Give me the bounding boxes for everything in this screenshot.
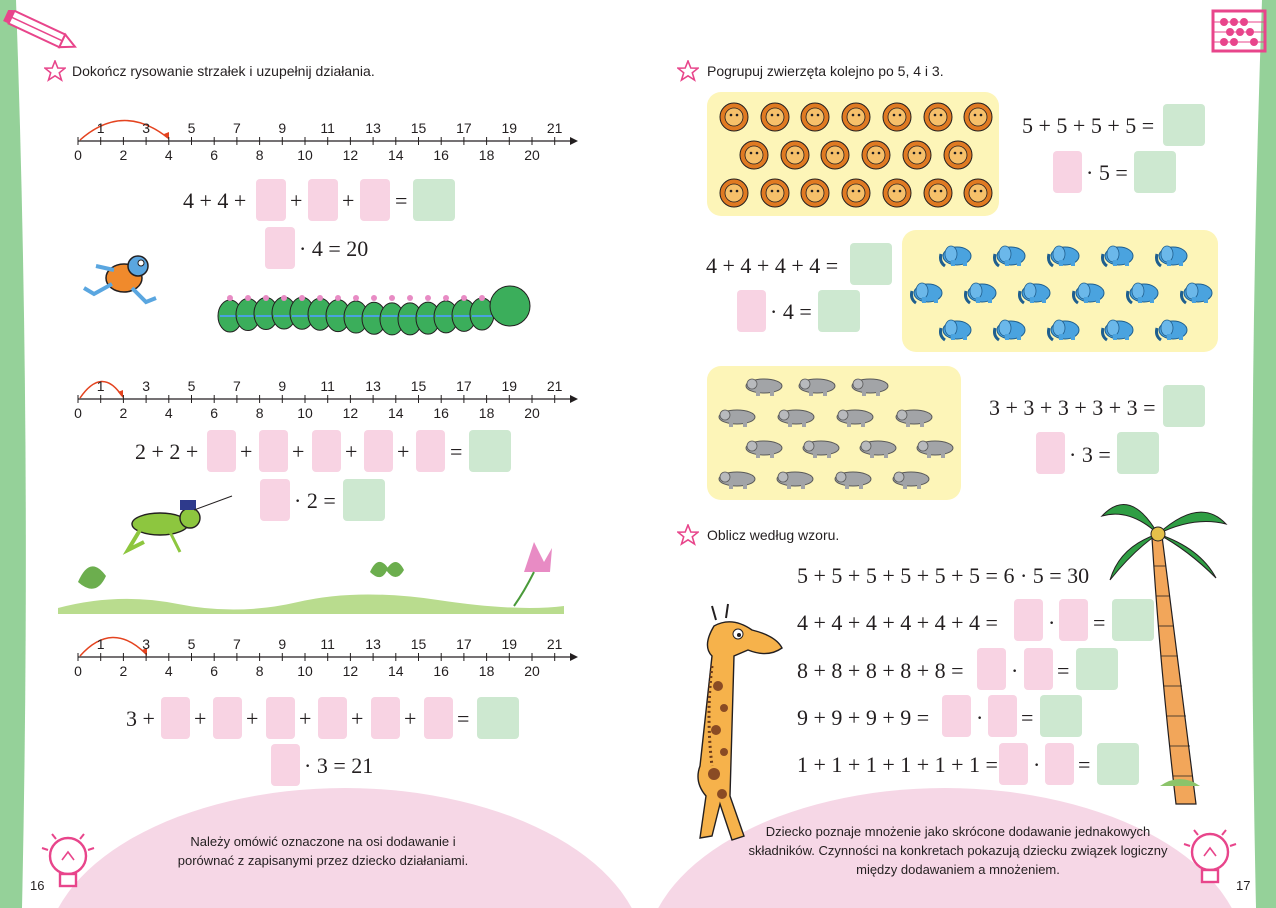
answer-box[interactable] — [977, 648, 1006, 690]
number-line-label: 10 — [297, 147, 313, 163]
teacher-note: Dziecko poznaje mnożenie jako skrócone dodawanie jednakowych składników. Czynności na konkretach pokazują dziecku związek logiczny między dodawaniem a mnożeniem. — [748, 824, 1168, 877]
number-line-label: 4 — [164, 405, 173, 421]
hippo-icon — [744, 437, 784, 459]
lion-icon — [861, 140, 891, 170]
answer-box[interactable] — [256, 179, 286, 221]
answer-box[interactable] — [1053, 151, 1082, 193]
lion-icon — [719, 102, 749, 132]
hippo-icon — [801, 437, 841, 459]
answer-box[interactable] — [416, 430, 445, 472]
number-line-label: 4 — [164, 147, 173, 163]
number-line-label: 5 — [187, 636, 196, 652]
number-line-label: 12 — [342, 147, 359, 163]
number-line-label: 11 — [320, 378, 335, 394]
number-line-label: 20 — [524, 147, 540, 163]
giraffe-illustration — [672, 596, 794, 848]
number-line-label: 9 — [278, 636, 287, 652]
star-icon — [44, 60, 66, 82]
elephant-icon — [908, 277, 948, 305]
lion-icon — [820, 140, 850, 170]
answer-box[interactable] — [424, 697, 453, 739]
number-line-label: 15 — [410, 378, 427, 394]
hippo-icon — [797, 375, 837, 397]
elephant-icon — [1099, 240, 1139, 268]
equation-row-3: 9 + 9 + 9 + 9 = — [797, 705, 930, 730]
number-line-label: 18 — [478, 147, 495, 163]
result-box[interactable] — [1163, 385, 1205, 427]
task-instruction-1: Dokończ rysowanie strzałek i uzupełnij działania. — [72, 63, 375, 79]
plus-sign: + — [342, 188, 355, 213]
hippo-icon — [915, 437, 955, 459]
caterpillar-illustration — [214, 270, 540, 342]
number-line-label: 15 — [410, 636, 427, 652]
number-line-label: 7 — [232, 636, 241, 652]
equals-sign: = — [1093, 610, 1106, 635]
number-line-label: 6 — [210, 663, 219, 679]
number-line-label: 17 — [456, 378, 472, 394]
number-line-label: 2 — [119, 663, 128, 679]
answer-box[interactable] — [318, 697, 347, 739]
number-line-label: 13 — [365, 378, 381, 394]
lion-icon — [902, 140, 932, 170]
number-line-label: 20 — [524, 405, 540, 421]
result-box[interactable] — [1040, 695, 1082, 737]
number-line-label: 12 — [342, 405, 359, 421]
result-box[interactable] — [477, 697, 519, 739]
answer-box[interactable] — [213, 697, 242, 739]
number-line-label: 12 — [342, 663, 359, 679]
equation-3b: · 3 = 21 — [304, 753, 374, 778]
elephant-icon — [1045, 240, 1085, 268]
equation-1a-prefix: 4 + 4 + — [183, 188, 247, 213]
running-bug-illustration — [76, 248, 168, 308]
number-line-label: 2 — [119, 147, 128, 163]
number-line-label: 0 — [74, 405, 82, 421]
number-line-label: 19 — [501, 378, 518, 394]
number-line-label: 9 — [278, 378, 287, 394]
number-line-label: 11 — [320, 636, 335, 652]
number-line-label: 14 — [388, 663, 404, 679]
lion-icon — [780, 140, 810, 170]
plus-sign: + — [351, 706, 364, 731]
dot-sign: · — [976, 705, 984, 730]
number-line-label: 0 — [74, 147, 82, 163]
number-line-label: 21 — [546, 378, 563, 394]
plus-sign: + — [240, 439, 253, 464]
plus-sign: + — [246, 706, 259, 731]
number-line-label: 19 — [501, 120, 518, 136]
number-line-label: 11 — [320, 120, 335, 136]
elephant-icon — [1016, 277, 1056, 305]
equation-3a: 3 + — [126, 706, 155, 731]
lions-multiplication: · 5 = — [1086, 160, 1128, 185]
answer-box[interactable] — [265, 227, 295, 269]
equation-row-1: 4 + 4 + 4 + 4 + 4 + 4 = — [797, 610, 998, 635]
result-box[interactable] — [1112, 599, 1154, 641]
hippo-icon — [776, 406, 816, 428]
number-line-label: 21 — [546, 636, 563, 652]
answer-box[interactable] — [1036, 432, 1065, 474]
number-line-label: 17 — [456, 120, 472, 136]
number-line-label: 17 — [456, 636, 472, 652]
lion-icon — [760, 102, 790, 132]
number-line-label: 6 — [210, 147, 219, 163]
pencil-icon — [2, 10, 80, 54]
result-box[interactable] — [1097, 743, 1139, 785]
lion-icon — [841, 102, 871, 132]
equals-sign: = — [395, 188, 408, 213]
lion-icon — [739, 140, 769, 170]
number-line-label: 16 — [433, 663, 449, 679]
result-box[interactable] — [469, 430, 511, 472]
equation-2b: · 2 = — [294, 488, 336, 513]
equation-row-2: 8 + 8 + 8 + 8 + 8 = — [797, 658, 964, 683]
lion-icon — [882, 102, 912, 132]
number-line-label: 1 — [96, 636, 105, 652]
equation-row-4: 1 + 1 + 1 + 1 + 1 + 1 = — [797, 752, 998, 777]
hippo-icon — [833, 468, 873, 490]
hippo-icon — [850, 375, 890, 397]
answer-box[interactable] — [942, 695, 971, 737]
result-box[interactable] — [818, 290, 860, 332]
number-line-label: 3 — [142, 636, 150, 652]
lightbulb-icon — [38, 830, 100, 900]
number-line-label: 4 — [164, 663, 173, 679]
elephant-icon — [937, 314, 977, 342]
answer-box[interactable] — [1045, 743, 1074, 785]
number-line-label: 16 — [433, 405, 449, 421]
number-line-label: 3 — [142, 120, 150, 136]
elephant-icon — [1124, 277, 1164, 305]
number-line-label: 6 — [210, 405, 219, 421]
lion-icon — [800, 102, 830, 132]
task-instruction-3: Oblicz według wzoru. — [707, 527, 840, 543]
answer-box[interactable] — [737, 290, 766, 332]
plus-sign: + — [345, 439, 358, 464]
hippo-icon — [744, 375, 784, 397]
lion-icon — [800, 178, 830, 208]
number-line-label: 0 — [74, 663, 82, 679]
number-line-label: 2 — [119, 405, 128, 421]
number-line-label: 15 — [410, 120, 427, 136]
number-line-label: 14 — [388, 405, 404, 421]
answer-box[interactable] — [271, 744, 300, 786]
lion-icon — [841, 178, 871, 208]
equals-sign: = — [1057, 658, 1070, 683]
dot-sign: · — [1033, 752, 1041, 777]
answer-box[interactable] — [988, 695, 1017, 737]
result-box[interactable] — [850, 243, 892, 285]
elephant-icon — [1178, 277, 1218, 305]
answer-box[interactable] — [207, 430, 236, 472]
plus-sign: + — [404, 706, 417, 731]
lion-icon — [923, 178, 953, 208]
hippo-icon — [717, 406, 757, 428]
grass-illustration — [58, 522, 564, 614]
number-line-label: 1 — [96, 378, 105, 394]
number-line-label: 14 — [388, 147, 404, 163]
equals-sign: = — [1021, 705, 1034, 730]
number-line-label: 10 — [297, 663, 313, 679]
result-box[interactable] — [1163, 104, 1205, 146]
lion-icon — [963, 178, 993, 208]
number-line-label: 7 — [232, 378, 241, 394]
answer-box[interactable] — [364, 430, 393, 472]
lightbulb-icon — [1180, 826, 1242, 896]
answer-box[interactable] — [259, 430, 288, 472]
dot-sign: · — [1048, 610, 1056, 635]
answer-box[interactable] — [1024, 648, 1053, 690]
answer-box[interactable] — [1059, 599, 1088, 641]
hippo-icon — [717, 468, 757, 490]
elephants-multiplication: · 4 = — [770, 299, 812, 324]
equals-sign: = — [1078, 752, 1091, 777]
number-line-label: 10 — [297, 405, 313, 421]
answer-box[interactable] — [1014, 599, 1043, 641]
star-icon — [677, 60, 699, 82]
answer-box[interactable] — [371, 697, 400, 739]
plus-sign: + — [194, 706, 207, 731]
hippo-icon — [835, 406, 875, 428]
answer-box[interactable] — [312, 430, 341, 472]
number-line-label: 21 — [546, 120, 563, 136]
number-line-label: 9 — [278, 120, 287, 136]
example-equation: 5 + 5 + 5 + 5 + 5 + 5 = 6 · 5 = 30 — [797, 563, 1090, 588]
hippo-icon — [891, 468, 931, 490]
page-number: 17 — [1236, 878, 1251, 893]
number-line-label: 7 — [232, 120, 241, 136]
lion-icon — [943, 140, 973, 170]
number-line-label: 13 — [365, 120, 381, 136]
dot-sign: · — [1011, 658, 1019, 683]
equals-sign: = — [450, 439, 463, 464]
elephant-icon — [991, 240, 1031, 268]
answer-box[interactable] — [999, 743, 1028, 785]
elephant-icon — [962, 277, 1002, 305]
elephant-icon — [1045, 314, 1085, 342]
answer-box[interactable] — [360, 179, 390, 221]
hippo-icon — [858, 437, 898, 459]
plus-sign: + — [292, 439, 305, 464]
lion-icon — [760, 178, 790, 208]
number-line-label: 20 — [524, 663, 540, 679]
answer-box[interactable] — [308, 179, 338, 221]
number-line-label: 8 — [255, 405, 264, 421]
result-box[interactable] — [343, 479, 385, 521]
equals-sign: = — [457, 706, 470, 731]
lion-icon — [882, 178, 912, 208]
equation-2a: 2 + 2 + — [135, 439, 199, 464]
plus-sign: + — [290, 188, 303, 213]
hippo-icon — [775, 468, 815, 490]
teacher-note: Należy omówić oznaczone na osi dodawanie i porównać z zapisanymi przez dziecko działaniami. — [177, 834, 469, 868]
answer-box[interactable] — [260, 479, 290, 521]
result-box[interactable] — [1117, 432, 1159, 474]
result-box[interactable] — [1076, 648, 1118, 690]
equation-1b: · 4 = 20 — [299, 236, 369, 261]
plus-sign: + — [299, 706, 312, 731]
lion-icon — [963, 102, 993, 132]
page-number: 16 — [30, 878, 45, 893]
number-line-label: 1 — [96, 120, 105, 136]
result-box[interactable] — [1134, 151, 1176, 193]
result-box[interactable] — [413, 179, 455, 221]
lion-icon — [719, 178, 749, 208]
star-icon — [677, 524, 699, 546]
task-instruction-2: Pogrupuj zwierzęta kolejno po 5, 4 i 3. — [707, 63, 944, 79]
number-line-label: 5 — [187, 378, 196, 394]
elephant-icon — [991, 314, 1031, 342]
number-line-label: 8 — [255, 663, 264, 679]
number-line-label: 8 — [255, 147, 264, 163]
elephants-equation: 4 + 4 + 4 + 4 = — [706, 253, 839, 278]
elephant-icon — [1153, 240, 1193, 268]
number-line-label: 18 — [478, 405, 495, 421]
answer-box[interactable] — [161, 697, 190, 739]
number-line-label: 19 — [501, 636, 518, 652]
hippos-multiplication: · 3 = — [1069, 442, 1111, 467]
hippo-icon — [894, 406, 934, 428]
number-line-label: 5 — [187, 120, 196, 136]
abacus-icon — [1210, 8, 1268, 54]
number-line-label: 3 — [142, 378, 150, 394]
elephant-icon — [937, 240, 977, 268]
plus-sign: + — [397, 439, 410, 464]
number-line-label: 18 — [478, 663, 495, 679]
equation-1a — [183, 188, 246, 214]
hippos-equation: 3 + 3 + 3 + 3 + 3 = — [989, 395, 1156, 420]
elephant-icon — [1153, 314, 1193, 342]
answer-box[interactable] — [266, 697, 295, 739]
number-line-label: 13 — [365, 636, 381, 652]
elephant-icon — [1070, 277, 1110, 305]
elephant-icon — [1099, 314, 1139, 342]
number-line-label: 16 — [433, 147, 449, 163]
lions-equation: 5 + 5 + 5 + 5 = — [1022, 113, 1155, 138]
lion-icon — [923, 102, 953, 132]
